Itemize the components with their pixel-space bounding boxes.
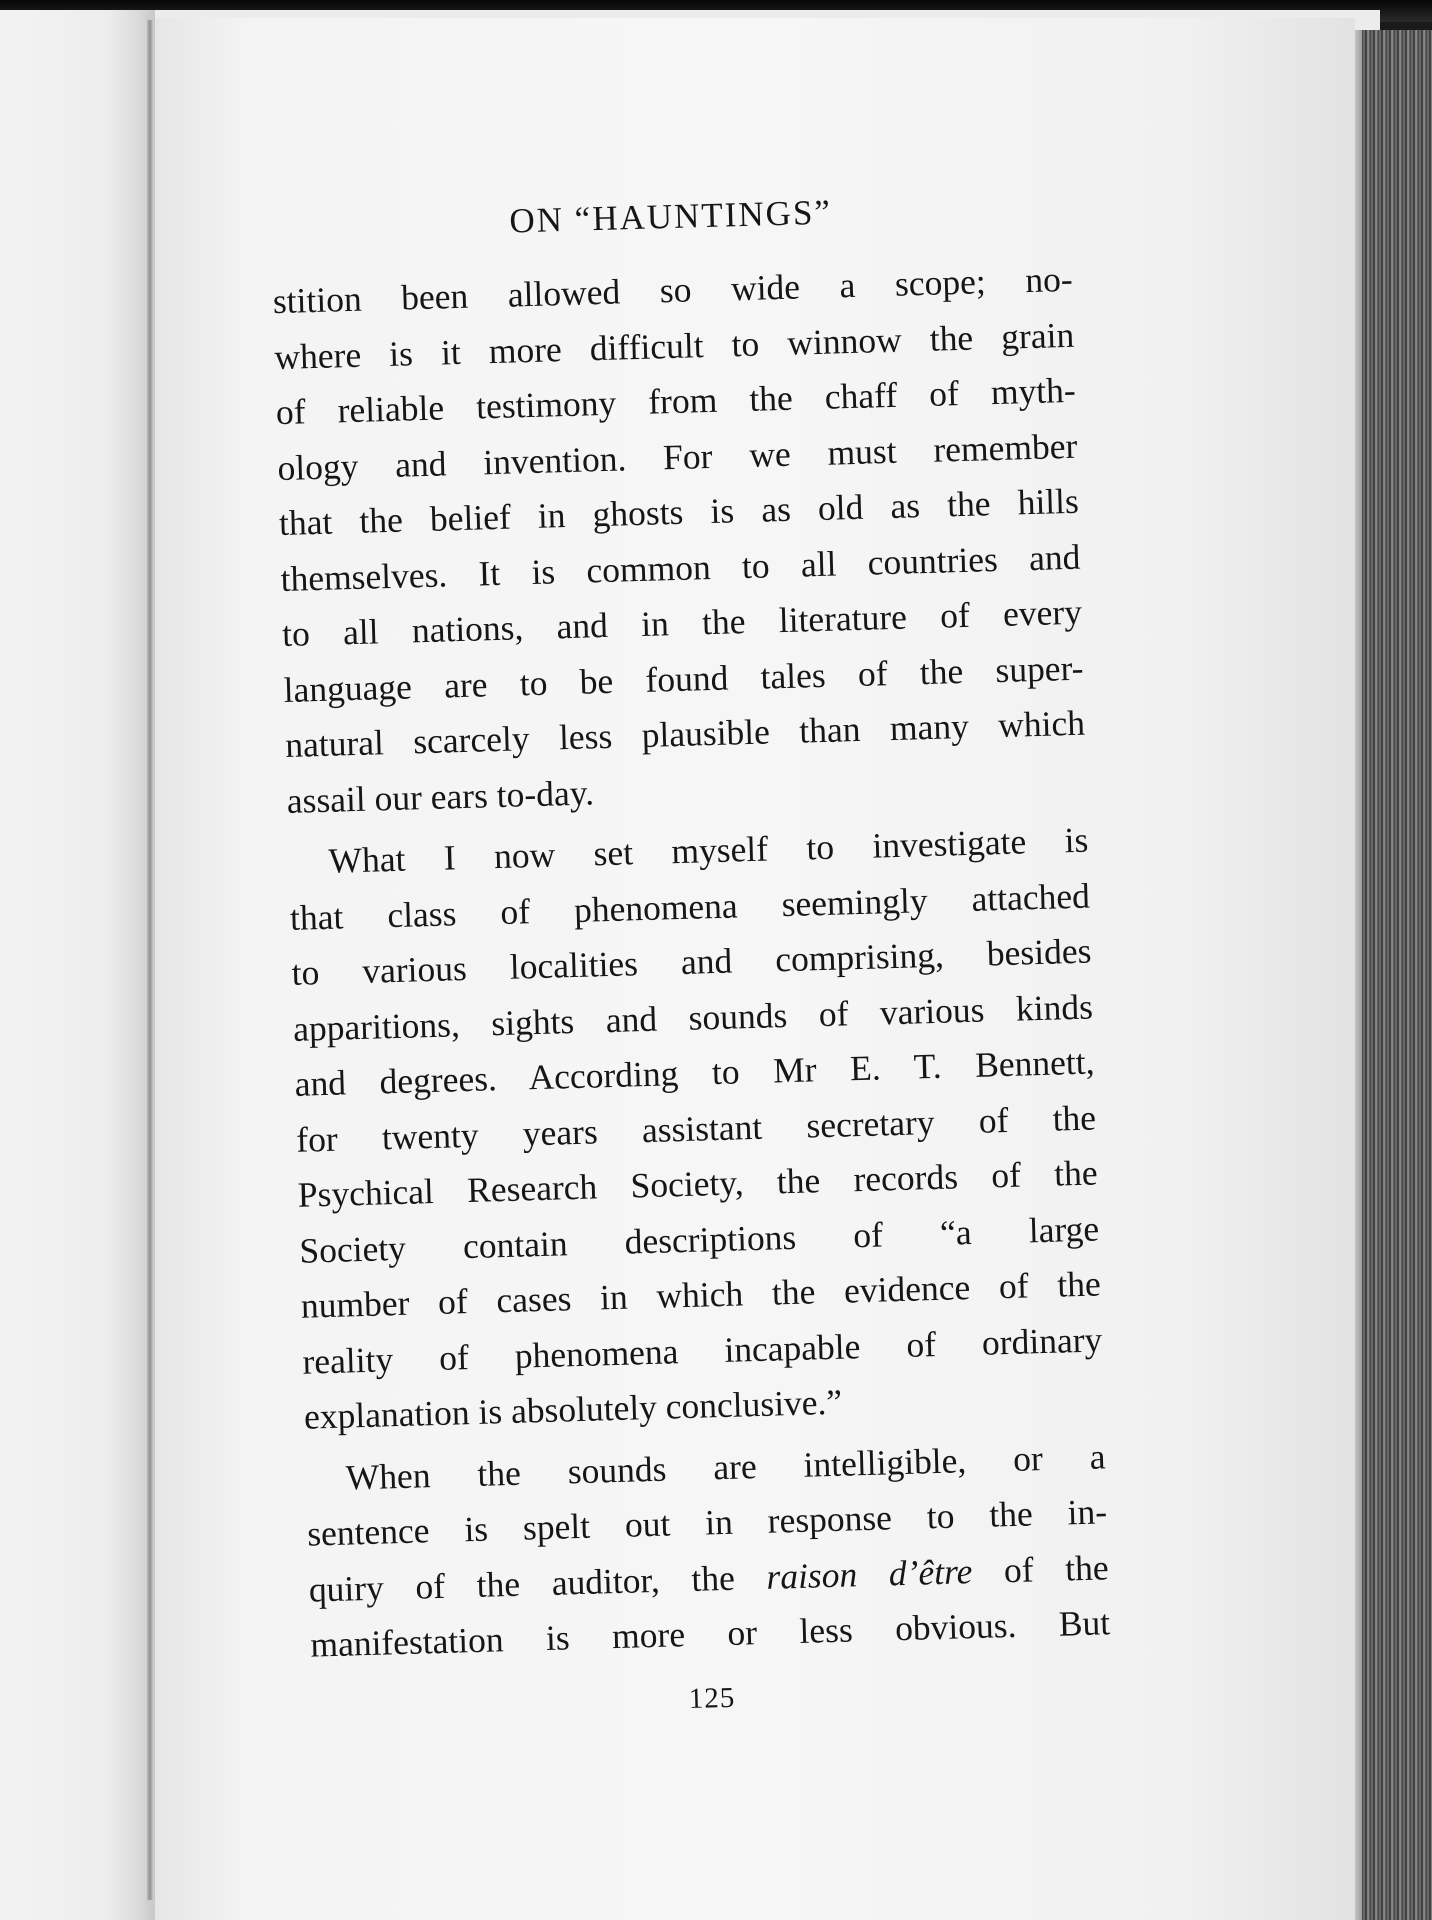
text-line: reality of phenomena incapable of ordinary <box>301 1318 1103 1382</box>
text-line: stition been allowed so wide a scope; no- <box>272 258 1074 322</box>
text-line: Society contain descriptions of “a large <box>298 1207 1100 1271</box>
text-run: quiry of the auditor, the <box>308 1556 767 1610</box>
text-run: of the <box>971 1546 1110 1591</box>
paragraph-3 <box>305 1429 1111 1673</box>
text-line: that class of phenomena seemingly attached <box>289 875 1091 938</box>
text-line: themselves. It is common to all countries and <box>280 536 1081 599</box>
text-line: for twenty years assistant secretary of the <box>295 1096 1097 1160</box>
book-gutter <box>147 20 153 1900</box>
paragraph-2 <box>288 813 1105 1446</box>
text-line: explanation is absolutely conclusive.” <box>303 1381 843 1437</box>
book-page <box>155 18 1355 1920</box>
text-line: natural scarcely less plausible than many which <box>284 702 1086 765</box>
facing-page-edge <box>0 10 155 1920</box>
text-line: sentence is spelt out in response to the in- <box>306 1491 1108 1554</box>
text-line: to all nations, and in the literature of every <box>281 591 1083 654</box>
italic-phrase: raison d’être <box>765 1550 973 1597</box>
text-line: assail our ears to-day. <box>286 771 595 821</box>
text-line: ology and invention. For we must remember <box>276 425 1078 488</box>
running-head: ON “HAUNTINGS” <box>508 192 833 241</box>
page-text-block <box>270 182 1112 1731</box>
text-line: where is it more difficult to winnow the grain <box>273 314 1075 377</box>
text-line: that the belief in ghosts is as old as the hills <box>278 480 1080 544</box>
text-line: Psychical Research Society, the records of the <box>297 1152 1099 1215</box>
text-line: number of cases in which the evidence of the <box>300 1263 1102 1326</box>
text-line: manifestation is more or less obvious. But <box>309 1602 1111 1665</box>
page-number: 125 <box>688 1681 736 1715</box>
book-fore-edge <box>1362 30 1432 1920</box>
text-line: When the sounds are intelligible, or a <box>345 1435 1106 1498</box>
text-line: language are to be found tales of the super- <box>283 647 1084 710</box>
text-line: of reliable testimony from the chaff of myth- <box>275 369 1077 433</box>
text-line: apparitions, sights and sounds of various kinds <box>292 986 1094 1049</box>
text-line: and degrees. According to Mr E. T. Bennett, <box>294 1041 1095 1104</box>
text-line: What I now set myself to investigate is <box>327 819 1089 881</box>
paragraph-1 <box>272 252 1087 829</box>
text-line: to various localities and comprising, besides <box>291 930 1092 993</box>
